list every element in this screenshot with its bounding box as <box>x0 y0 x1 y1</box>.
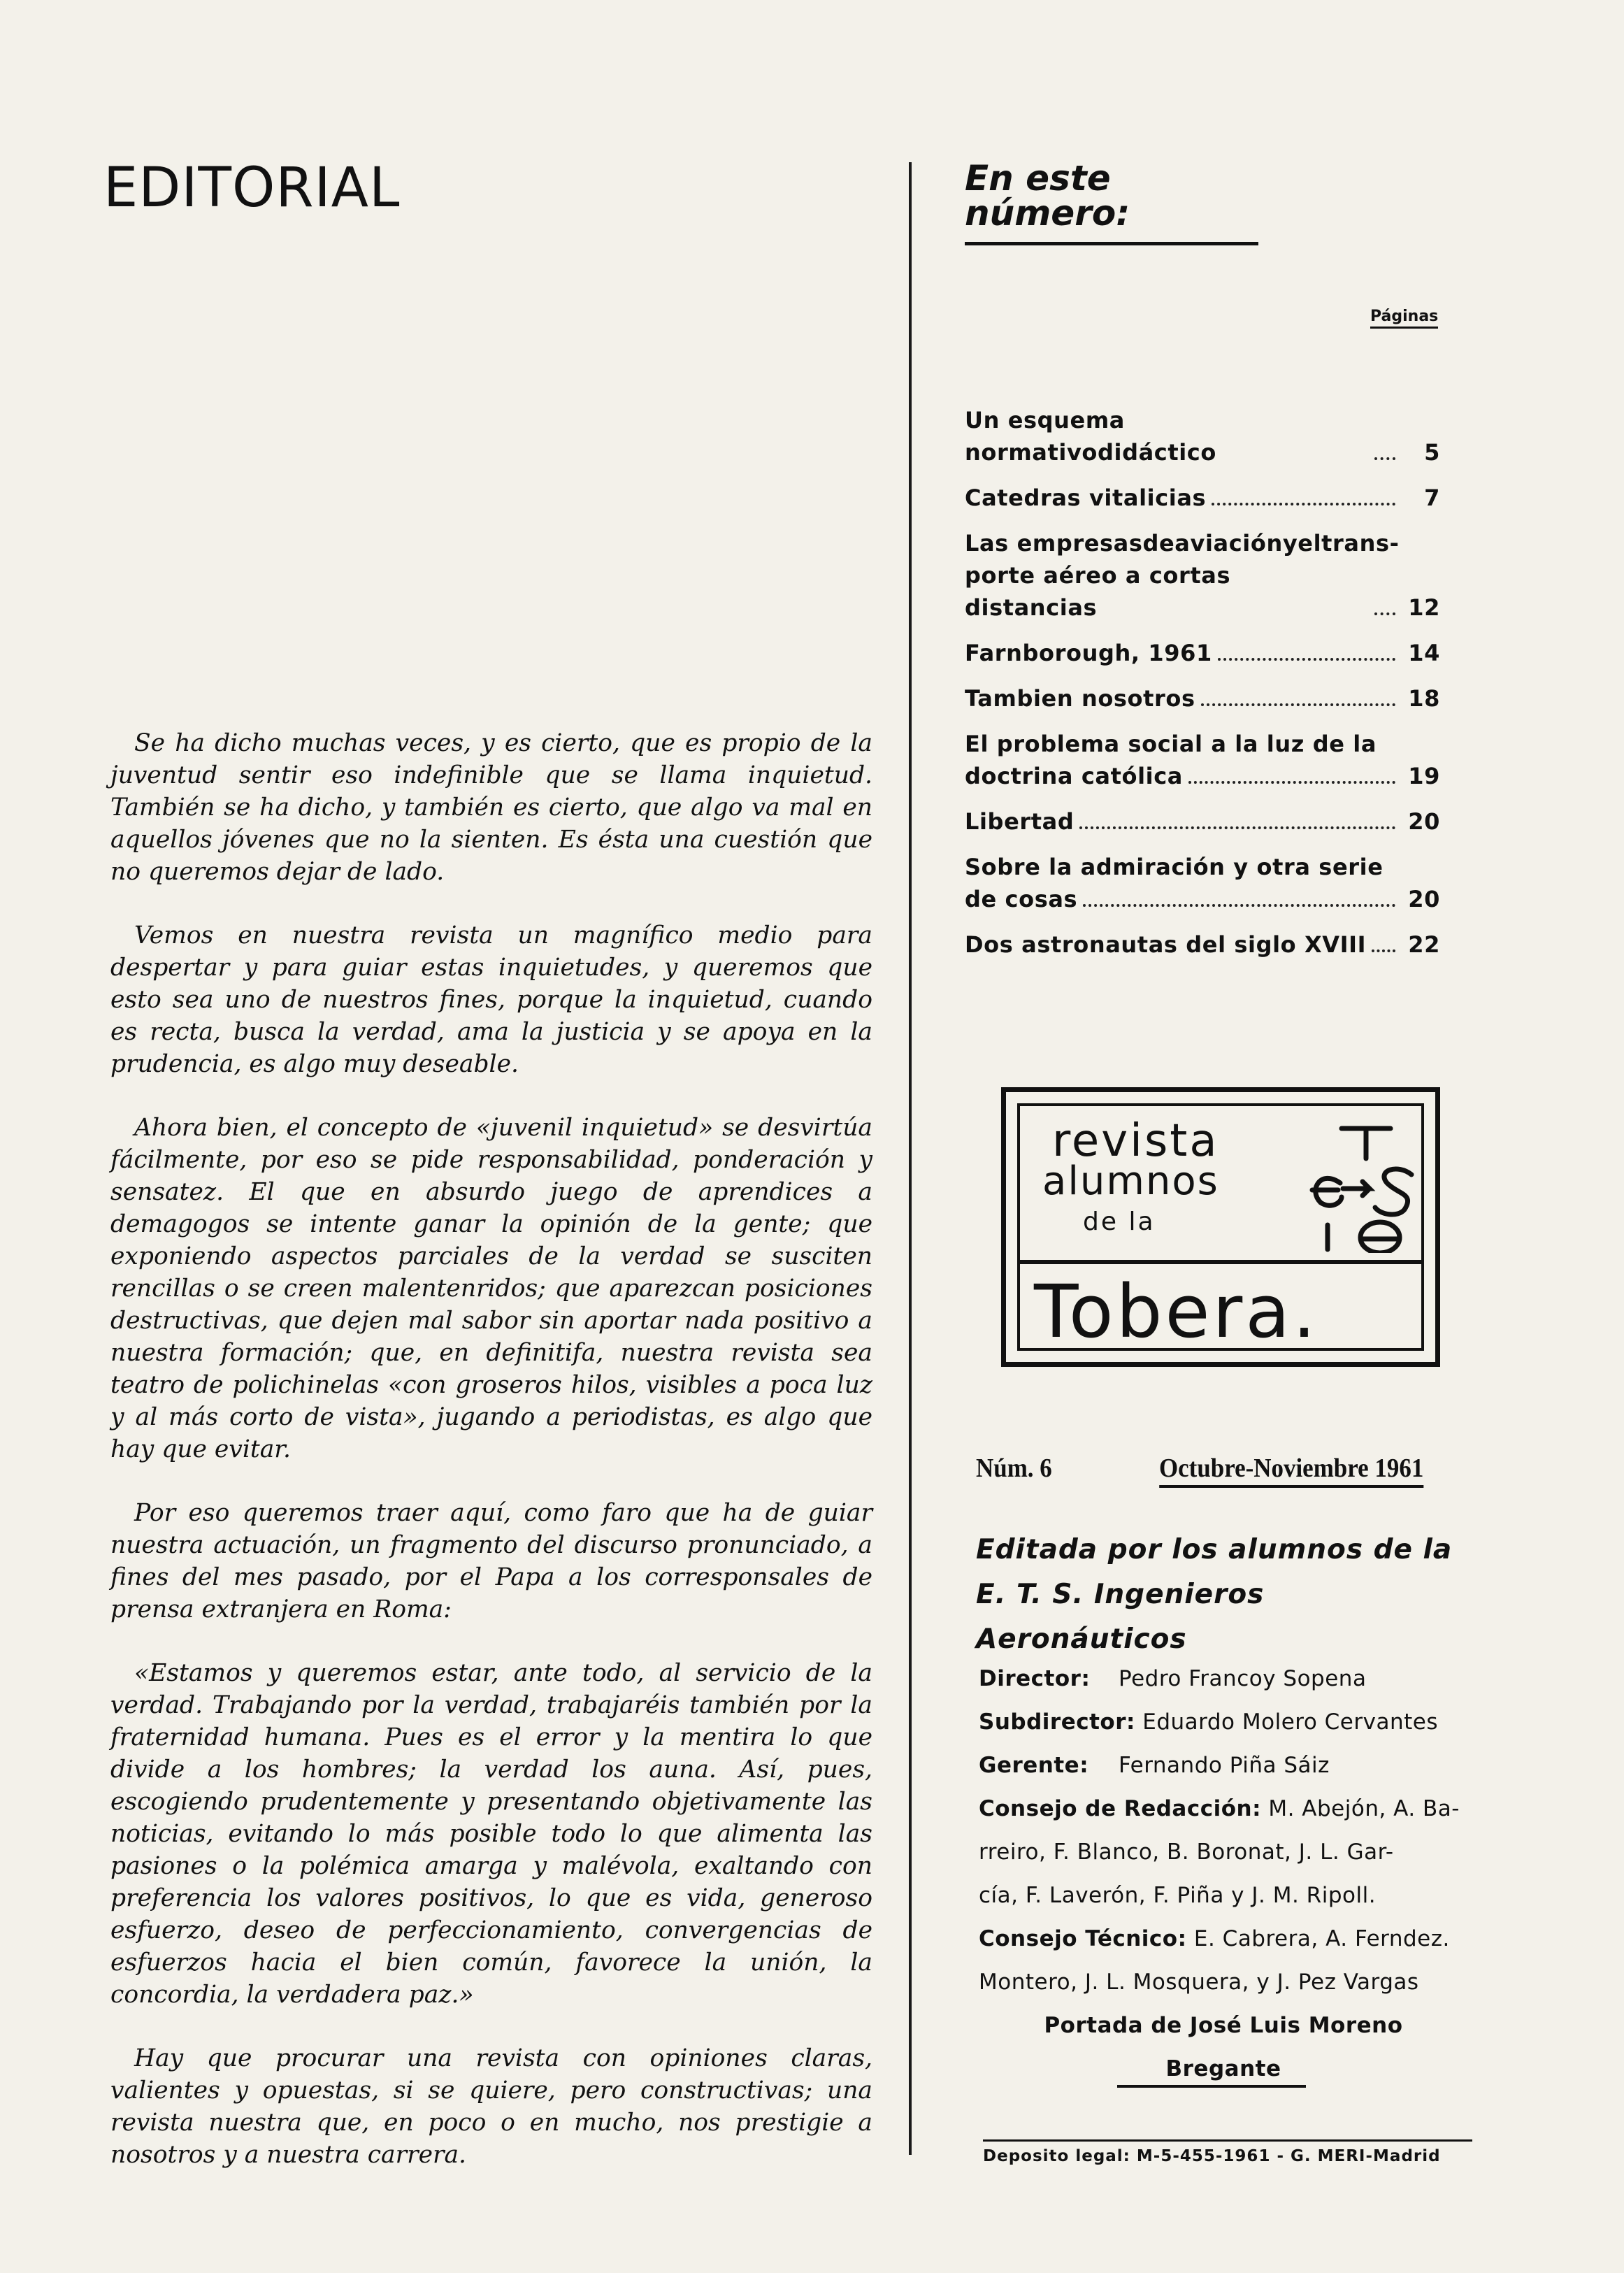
table-of-contents <box>965 404 1440 974</box>
toc-entry[interactable] <box>965 404 1440 468</box>
logo-text-alumnos: alumnos <box>1042 1159 1219 1204</box>
publisher-line-1: Editada por los alumnos de la <box>976 1534 1453 1565</box>
toc-entry[interactable] <box>965 482 1440 514</box>
toc-entry-title: Tambien nosotros <box>965 685 1195 712</box>
toc-entry[interactable] <box>965 805 1440 838</box>
logo-name-tobera: Tobera. <box>1034 1269 1319 1354</box>
toc-entry[interactable] <box>965 682 1440 715</box>
editorial-board-label: Consejo de Redacción: <box>979 1796 1261 1821</box>
issue-date: Octubre-Noviembre 1961 <box>1159 1453 1423 1488</box>
toc-entry-title-cont: porte aéreo a cortas distancias <box>965 562 1231 621</box>
leader-dots <box>1374 457 1395 460</box>
toc-entry-page: 20 <box>1408 886 1440 912</box>
toc-entry-page: 20 <box>1408 808 1440 835</box>
toc-entry-title: Un esquema normativodidáctico <box>965 407 1216 466</box>
editorial-board-members: cía, F. Laverón, F. Piña y J. M. Ripoll. <box>979 1883 1377 1908</box>
credit-rule <box>1117 2085 1306 2088</box>
magazine-logo <box>1001 1087 1440 1367</box>
leader-dots <box>1212 503 1395 505</box>
leader-dots <box>1374 612 1395 615</box>
toc-entry-title: El problema social a la luz de la <box>965 731 1377 757</box>
cover-credit: Bregante <box>1165 2056 1281 2081</box>
toc-entry-page: 12 <box>1408 594 1440 621</box>
toc-entry-title: Las empresasdeaviaciónyeltrans- <box>965 530 1400 557</box>
issue-info <box>976 1453 1423 1488</box>
subdirector-label: Subdirector: <box>979 1709 1135 1735</box>
leader-dots <box>1188 781 1395 784</box>
legal-deposit: Deposito legal: M-5-455-1961 - G. MERI-Madrid <box>983 2139 1472 2165</box>
editorial-paragraph: Ahora bien, el concepto de «juvenil inquietud» se desvirtúa fácilmente, por eso se pide responsabilidad, ponderación y sensatez. El que en absurdo juego de aprendices a demagogos se intente ganar la opinión de la gente; que exponiendo aspectos parciales de la verdad se susciten rencillas o se creen malentenridos; que aparezcan posiciones destructivas, que dejen mal sabor sin aportar nada positivo a nuestra formación; que, en definitifa, nuestra revista sea teatro de polichinelas «con groseros hilos, visibles a poca luz y al más corto de vista», jugando a periodistas, es algo que hay que evitar. <box>110 1114 872 1463</box>
editorial-paragraph: Vemos en nuestra revista un magnífico medio para despertar y para guiar estas inquietudes, y queremos que esto sea uno de nuestros fines, porque la inquietud, cuando es recta, busca la verdad, ama la justicia y se apoya en la prudencia, es algo muy deseable. <box>110 922 872 1078</box>
leader-dots <box>1079 826 1395 829</box>
toc-entry-title: Farnborough, 1961 <box>965 640 1212 666</box>
contents-heading: En este número: <box>965 161 1258 245</box>
toc-entry[interactable] <box>965 728 1440 792</box>
manager-label: Gerente: <box>979 1753 1089 1778</box>
column-divider <box>909 162 912 2155</box>
toc-entry-title: Catedras vitalicias <box>965 485 1207 511</box>
leader-dots <box>1201 703 1395 706</box>
toc-entry[interactable] <box>965 637 1440 669</box>
toc-entry-page: 14 <box>1408 640 1440 666</box>
publisher-line-2: E. T. S. Ingenieros Aeronáuticos <box>976 1579 1265 1655</box>
leader-dots <box>1083 904 1395 907</box>
subdirector-name: Eduardo Molero Cervantes <box>1142 1709 1438 1735</box>
logo-text-revista: revista <box>1052 1115 1219 1167</box>
publisher-statement <box>976 1528 1465 1662</box>
toc-entry-title: Sobre la admiración y otra serie <box>965 854 1384 880</box>
toc-entry-page: 18 <box>1408 685 1440 712</box>
papal-quote: «Estamos y queremos estar, ante todo, al servicio de la verdad. Trabajando por la verdad, trabajaréis también por la fraternidad humana. Pues es el error y la mentira lo que divide a los hombres; la verdad los auna. Así, pues, escogiendo prudentemente y presentando objetivamente las noticias, evitando lo más posible todo lo que alimenta las pasiones o la polémica amarga y malévola, exaltando con preferencia los valores positivos, lo que es vida, generoso esfuerzo, deseo de perfeccionamiento, convergencias de esfuerzos hacia el bien común, favorece la unión, la concordia, la verdadera paz.» <box>110 1659 872 2009</box>
issue-number: Núm. 6 <box>976 1454 1052 1483</box>
toc-entry[interactable] <box>965 928 1440 961</box>
etsia-emblem-icon <box>1300 1120 1418 1253</box>
toc-entry[interactable] <box>965 527 1440 624</box>
toc-entry[interactable] <box>965 851 1440 915</box>
editorial-paragraph: Hay que procurar una revista con opiniones claras, valientes y opuestas, si se quiere, pero constructivas; una revista nuestra que, en poco o en mucho, nos prestigie a nosotros y a nuestra carrera. <box>110 2044 872 2169</box>
staff-credits <box>979 1657 1468 2091</box>
technical-board-members: E. Cabrera, A. Ferndez. <box>1193 1926 1450 1951</box>
toc-entry-page: 5 <box>1424 439 1440 466</box>
editorial-board-members: M. Abejón, A. Ba- <box>1268 1796 1460 1821</box>
editorial-body <box>110 727 872 2202</box>
toc-entry-title-cont: doctrina católica <box>965 763 1183 789</box>
technical-board-label: Consejo Técnico: <box>979 1926 1187 1951</box>
editorial-paragraph: Por eso queremos traer aquí, como faro que ha de guiar nuestra actuación, un fragmento del discurso pronunciado, a fines del mes pasado, por el Papa a los corresponsales de prensa extranjera en Roma: <box>110 1499 872 1623</box>
toc-entry-page: 7 <box>1424 485 1440 511</box>
director-label: Director: <box>979 1666 1091 1691</box>
toc-entry-page: 19 <box>1408 763 1440 789</box>
technical-board-members: Montero, J. L. Mosquera, y J. Pez Vargas <box>979 1970 1419 1995</box>
manager-name: Fernando Piña Sáiz <box>1119 1753 1330 1778</box>
toc-entry-title-cont: de cosas <box>965 886 1078 912</box>
toc-entry-page: 22 <box>1408 931 1440 958</box>
director-name: Pedro Francoy Sopena <box>1119 1666 1367 1691</box>
leader-dots <box>1372 949 1395 952</box>
pages-label: Páginas <box>1370 308 1438 329</box>
leader-dots <box>1218 658 1395 661</box>
editorial-paragraph: Se ha dicho muchas veces, y es cierto, que es propio de la juventud sentir eso indefinible que se llama inquietud. También se ha dicho, y también es cierto, que algo va mal en aquellos jóvenes que no la sienten. Es ésta una cuestión que no queremos dejar de lado. <box>110 729 872 886</box>
editorial-board-members: rreiro, F. Blanco, B. Boronat, J. L. Gar- <box>979 1840 1394 1865</box>
toc-entry-title: Dos astronautas del siglo XVIII <box>965 931 1367 958</box>
cover-credit: Portada de José Luis Moreno <box>1044 2013 1403 2038</box>
logo-text-dela: de la <box>1083 1207 1156 1236</box>
toc-entry-title: Libertad <box>965 808 1075 835</box>
editorial-title: EDITORIAL <box>103 157 401 220</box>
